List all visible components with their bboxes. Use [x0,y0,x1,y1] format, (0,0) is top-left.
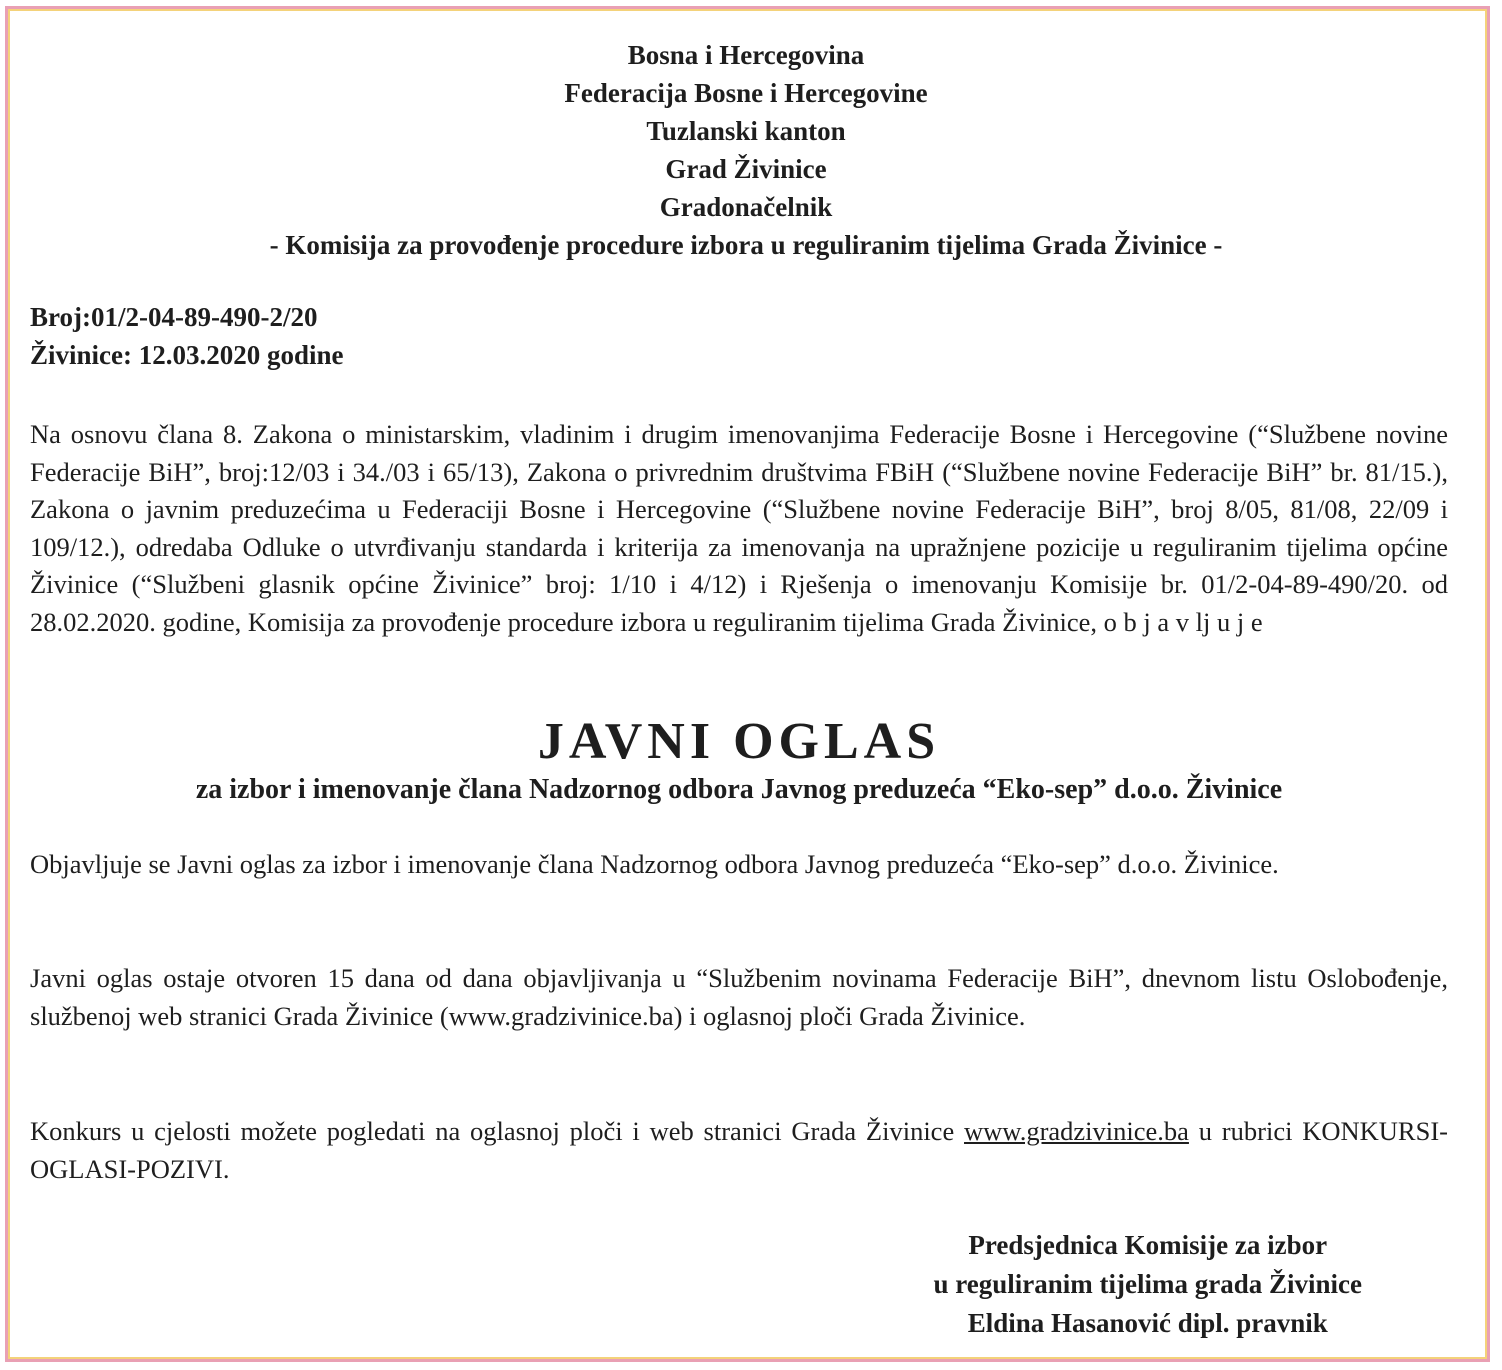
website-link[interactable]: www.gradzivinice.ba [964,1116,1189,1146]
header-office: Gradonačelnik [659,192,833,222]
document-place-date: Živinice: 12.03.2020 godine [30,340,344,370]
document-meta [30,298,344,374]
header-city: Grad Živinice [665,154,827,184]
signature-block [934,1226,1362,1343]
duration-paragraph: Javni oglas ostaje otvoren 15 dana od dana objavljivanja u “Službenim novinama Federacije BiH”, dnevnom listu Oslobođenje, službenoj web stranici Grada Živinice (www.gradzivinice.ba) i oglasnoj ploči Grada Živinice. [30,963,1448,1031]
document-subtitle: za izbor i imenovanje člana Nadzornog odbora Javnog preduzeća “Eko-sep” d.o.o. Živinice [195,774,1283,805]
header-commission: - Komisija za provođenje procedure izbora u reguliranim tijelima Grada Živinice - [269,230,1223,260]
header-country: Bosna i Hercegovina [627,40,865,70]
signature-body: u reguliranim tijelima grada Živinice [933,1269,1362,1299]
header-canton: Tuzlanski kanton [646,116,846,146]
competition-paragraph [30,1113,1448,1188]
document-number: Broj:01/2-04-89-490-2/20 [30,302,318,332]
intro-paragraph: Na osnovu člana 8. Zakona o ministarskim, vladinim i drugim imenovanjima Federacije Bosne i Hercegovine (“Službene novine Federacije BiH”, broj:12/03 i 34./03 i 65/13), Zakona o privrednim društvima FBiH (“Službene novine Federacije BiH” br. 81/15.), Zakona o javnim preduzećima u Federaciji Bosne i Hercegovine (“Službene novine Federacije BiH”, broj 8/05, 81/08, 22/09 i 109/12.), odredaba Odluke o utvrđivanju standarda i kriterija za imenovanja na upražnjene pozicije u reguliranim tijelima općine Živinice (“Službeni glasnik općine Živinice” broj: 1/10 i 4/12) i Rješenja o imenovanju Komisije br. 01/2-04-89-490/20. od 28.02.2020. godine, Komisija za provođenje procedure izbora u reguliranim tijelima Grada Živinice, o b j a v lj u j e [30,419,1448,637]
competition-text-before: Konkurs u cjelosti možete pogledati na oglasnoj ploči i web stranici Grada Živinice [30,1116,965,1146]
competition-text-after: u rubrici KONKURSI-OGLASI-POZIVI. [30,1116,1448,1184]
header-federation: Federacija Bosne i Hercegovine [564,78,928,108]
announcement-paragraph: Objavljuje se Javni oglas za izbor i imenovanje člana Nadzornog odbora Javnog preduzeća “Eko-sep” d.o.o. Živinice. [30,849,1279,879]
document-header [0,36,1492,264]
signature-role: Predsjednica Komisije za izbor [968,1230,1328,1260]
document-title: JAVNI OGLAS [537,713,941,770]
signature-name: Eldina Hasanović dipl. pravnik [967,1308,1328,1338]
